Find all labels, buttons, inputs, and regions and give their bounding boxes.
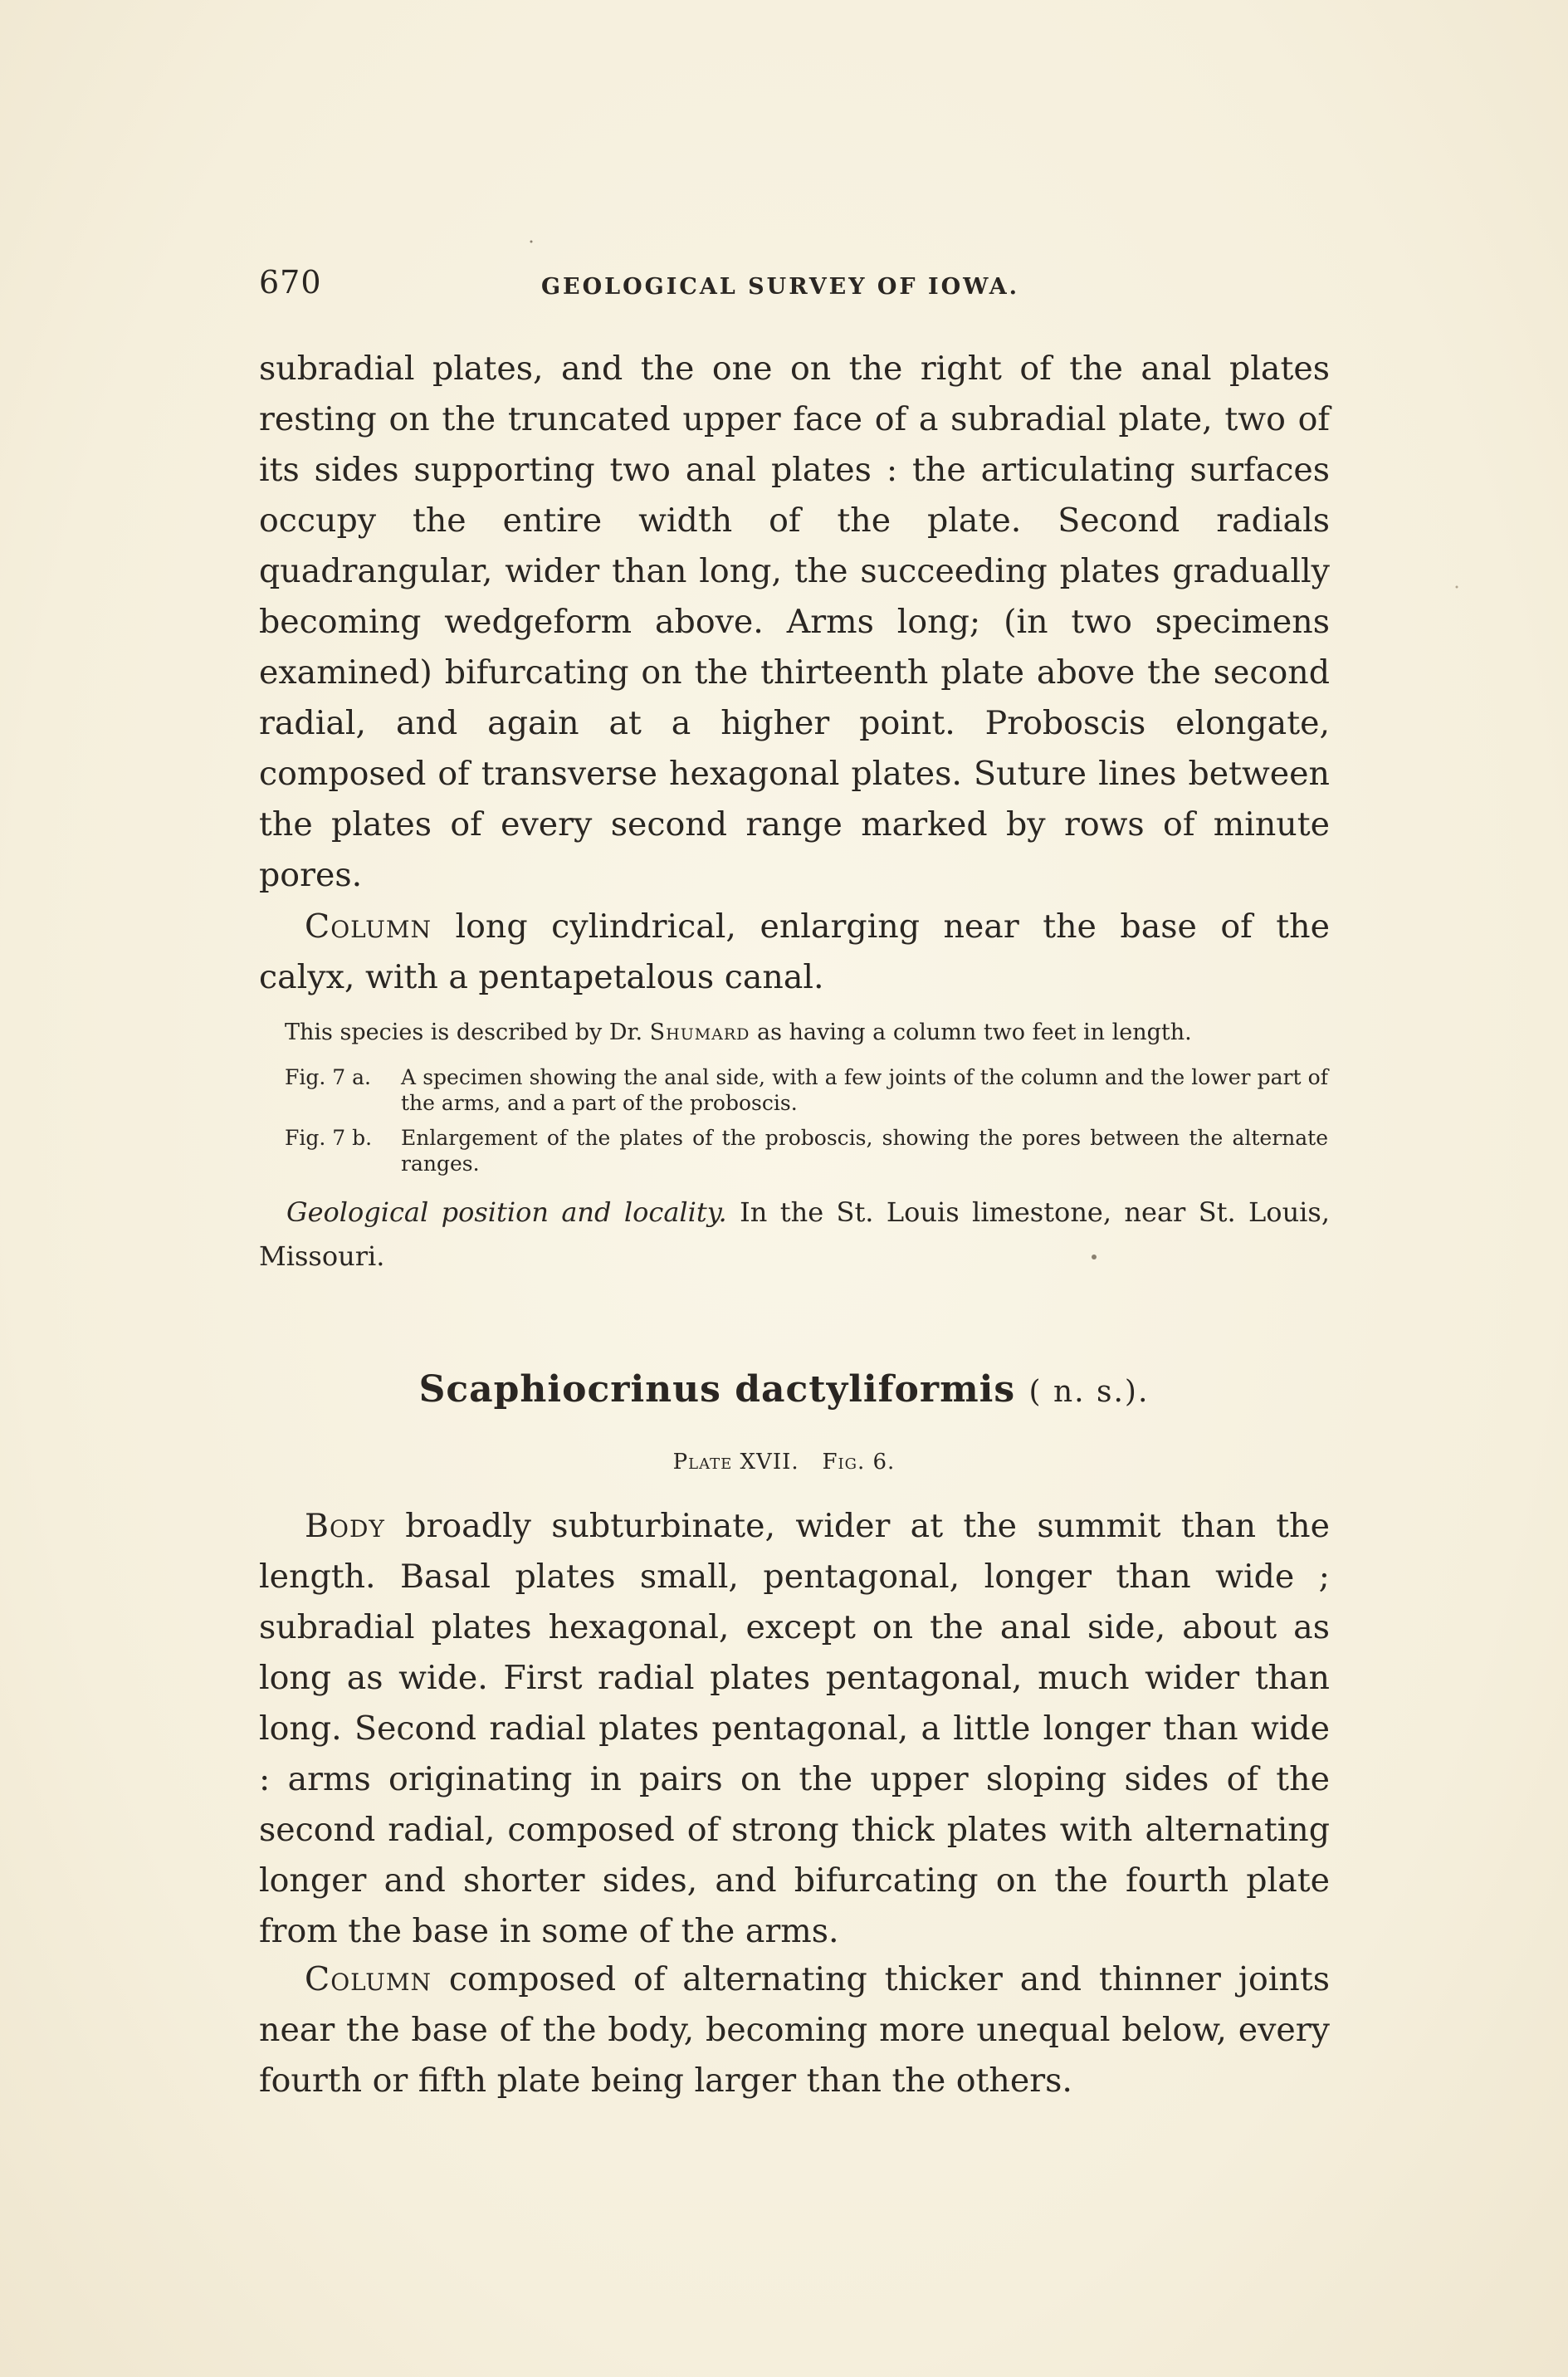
plate-reference [0,1450,1568,1475]
note-after: as having a column two feet in length. [750,1020,1192,1045]
species-note [285,1018,1330,1048]
figure-caption-7a [285,1064,1330,1116]
figure-label: Fig. 7 b. [285,1126,373,1150]
page-header [259,264,1330,306]
note-before: This species is described by Dr. [285,1020,650,1045]
page-number: 670 [259,264,322,301]
figure-caption-7b [285,1125,1330,1176]
paragraph-arms-description: subradial plates, and the one on the right of the anal plates resting on the truncated upper face of a subradial plate, two of its sides supporting two anal plates : the articulating surfaces occupy the entire width of the plate. Second radials quadrangular, wider than long, the succeeding plates gradually becoming wedgeform above. Arms long; (in two specimens examined) bifurcating on the thirteenth plate above the second radial, and again at a higher point. Proboscis elongate, composed of transverse hexagonal plates. Suture lines between the plates of every second range marked by rows of minute pores. [259,350,1330,894]
locality-text: In the St. Louis limestone, near St. Louis, Missouri. [259,1196,1331,1272]
body-lead: Body [305,1507,385,1545]
column-lead: Column [305,907,432,946]
running-head: GEOLOGICAL SURVEY OF IOWA. [541,274,1020,300]
note-author: Shumard [649,1020,750,1045]
speck [1456,586,1458,589]
plate-number: Plate XVII. [672,1450,799,1475]
paragraph-column-description [259,902,1330,1003]
column-text: composed of alternating thicker and thinner joints near the base of the body, becoming more unequal below, every fourth or fifth plate being larger than the others. [259,1960,1330,2100]
species-title [0,1368,1568,1411]
speck [530,241,533,243]
column-lead: Column [305,1960,432,1998]
paragraph-body-description [259,1501,1330,1957]
geological-locality [259,1191,1330,1279]
figure-label: Fig. 7 a. [285,1065,371,1089]
figure-number: Fig. 6. [822,1450,896,1475]
species-status: ( n. s.). [1028,1375,1150,1409]
figure-text: Enlargement of the plates of the proboscis, showing the pores between the alternate ranges. [401,1126,1328,1176]
species-name: Scaphiocrinus dactyliformis [418,1368,1016,1411]
body-text: broadly subturbinate, wider at the summit than the length. Basal plates small, pentagonal, longer than wide ; subradial plates hexagonal, except on the anal side, about as long as wide. First radial plates pentagonal, much wider than long. Second radial plates pentagonal, a little longer than wide : arms originating in pairs on the upper sloping sides of the second radial, composed of strong thick plates with alternating longer and shorter sides, and bifurcating on the fourth plate from the base in some of the arms. [259,1507,1330,1950]
figure-text: A specimen showing the anal side, with a few joints of the column and the lower part of the arms, and a part of the proboscis. [401,1065,1328,1115]
column-text: long cylindrical, enlarging near the base of the calyx, with a pentapetalous canal. [259,907,1330,996]
paragraph-column-joints [259,1954,1330,2106]
locality-label: Geological position and locality. [286,1196,727,1228]
